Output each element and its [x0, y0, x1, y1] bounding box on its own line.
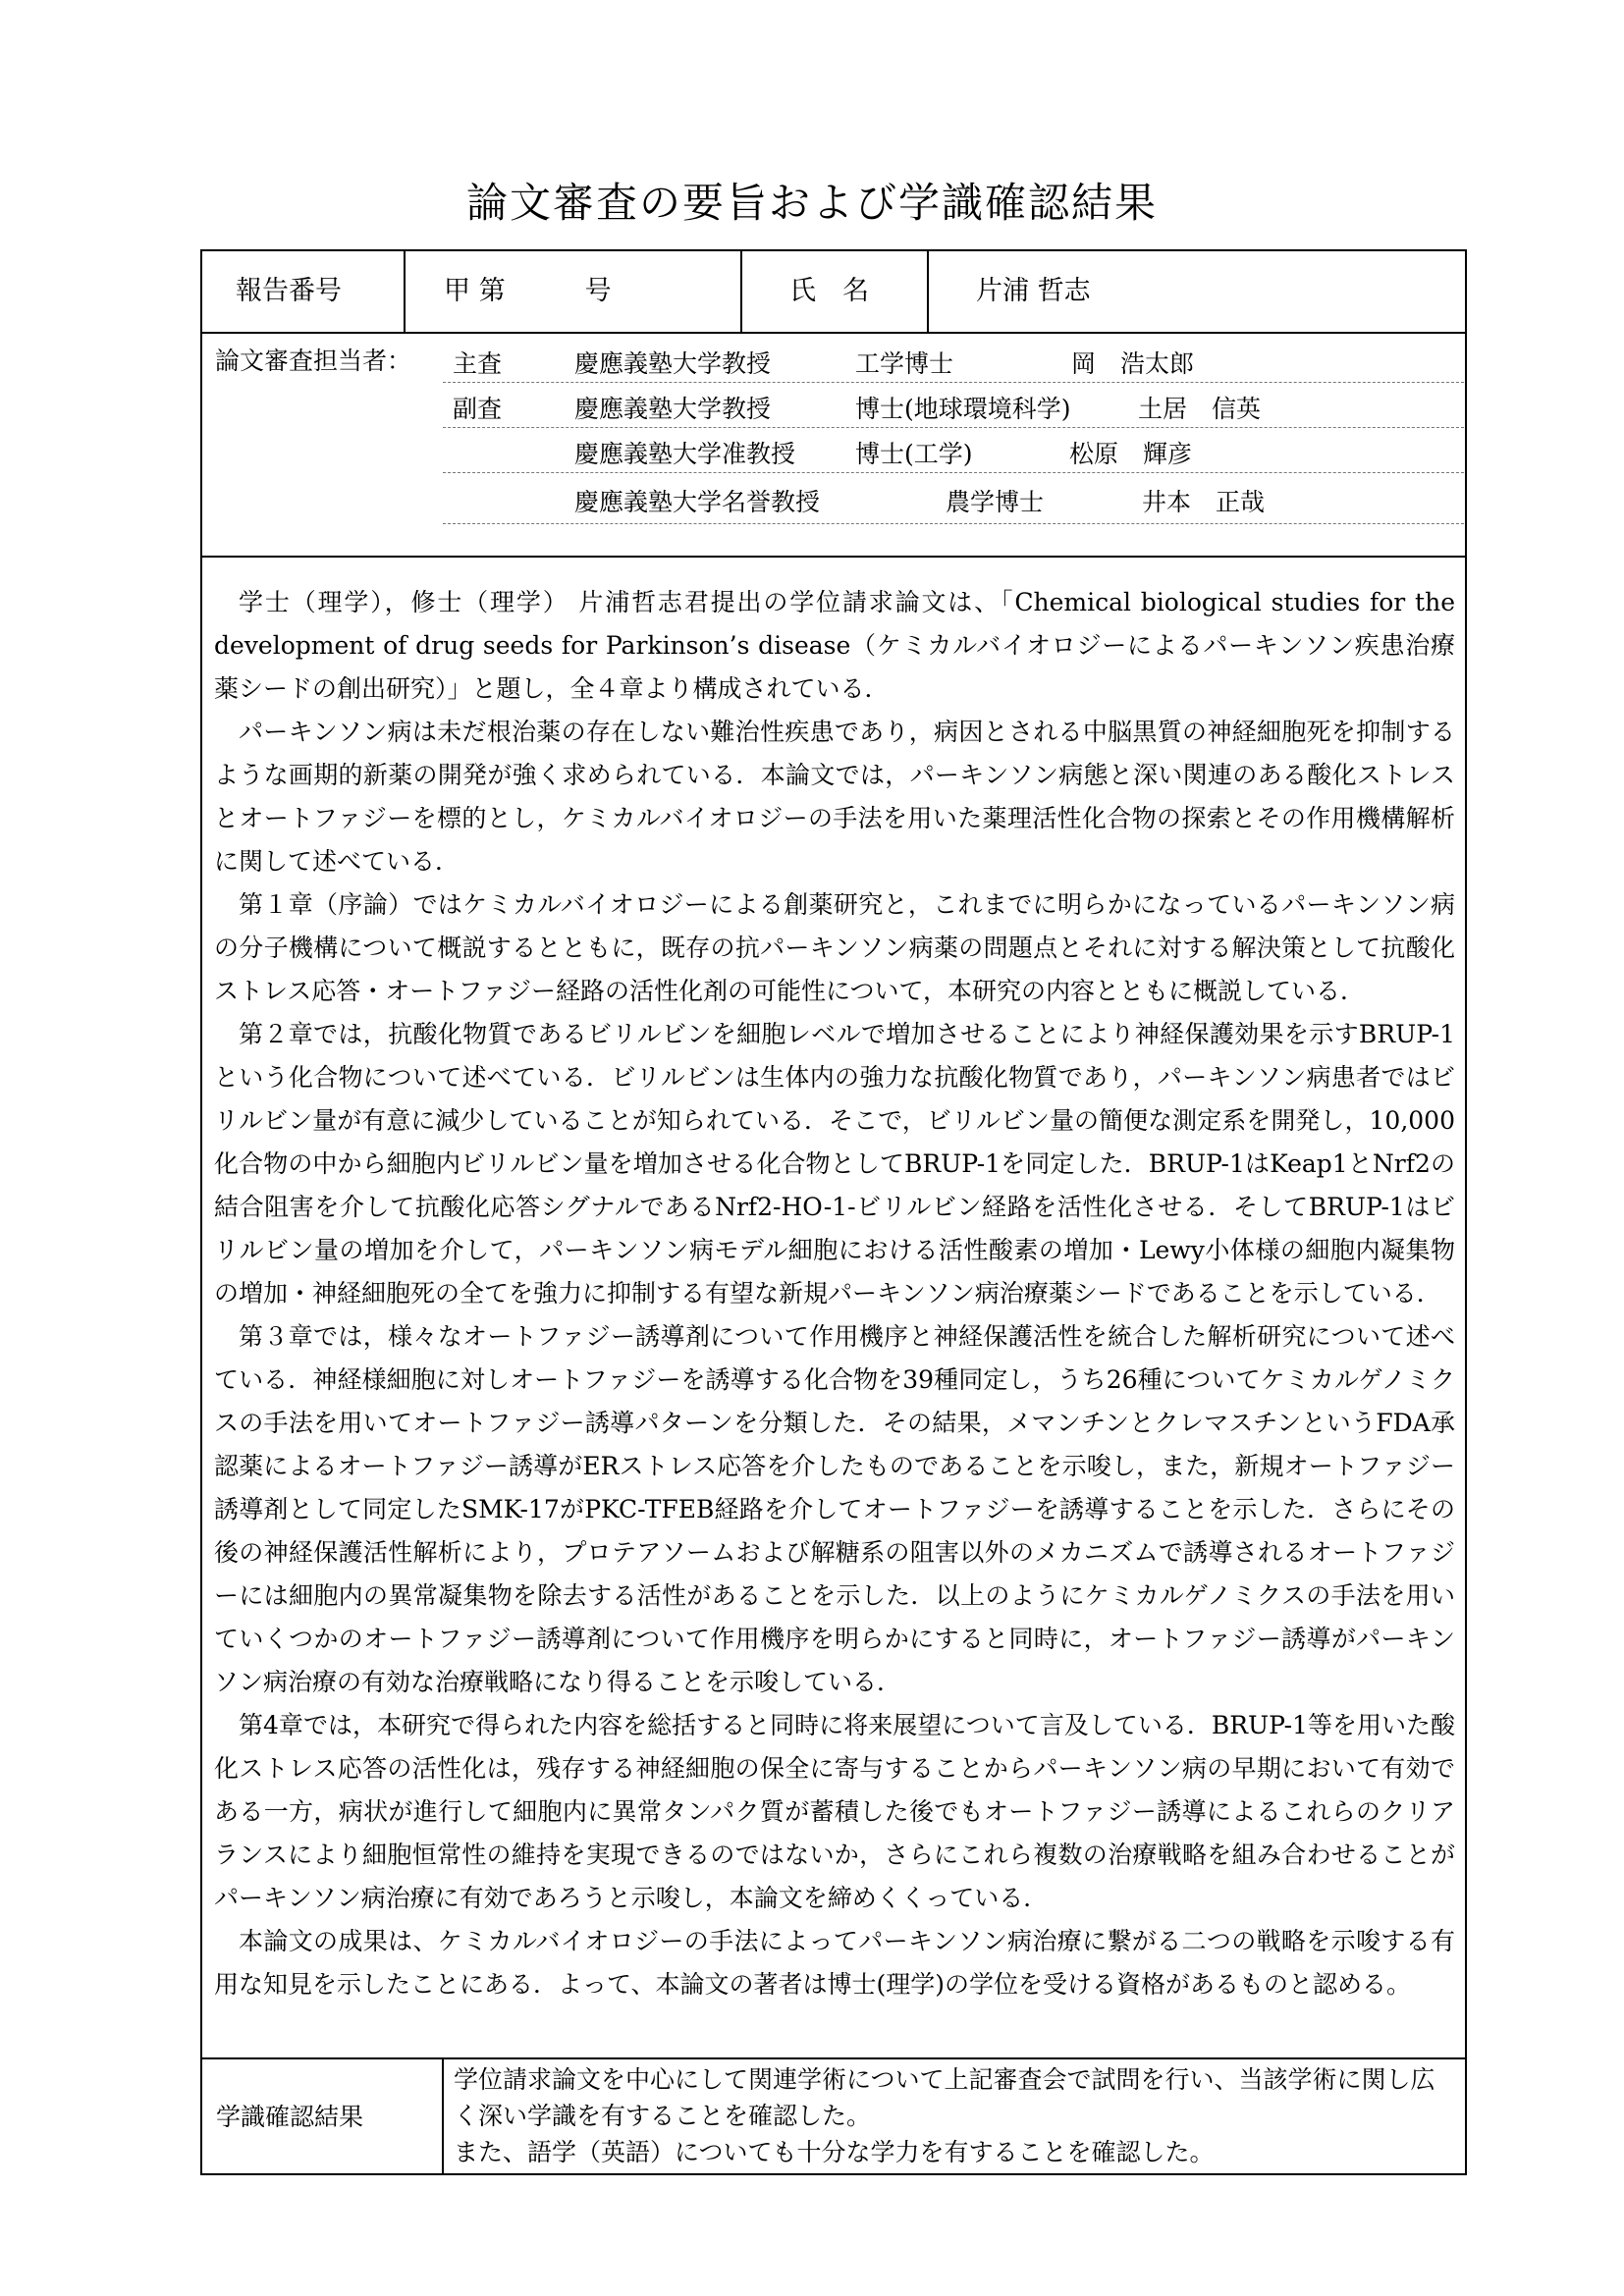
- examiner-name: 土居 信英: [1138, 395, 1262, 423]
- examiner-degree: 博士(地球環境科学): [855, 395, 1071, 423]
- examiner-row: [443, 383, 1464, 428]
- summary-paragraph: 第３章では，様々なオートファジー誘導剤について作用機序と神経保護活性を統合した解析研究について述べている．神経様細胞に対しオートファジーを誘導する化合物を39種同定し，うち26種についてケミカルゲノミクスの手法を用いてオートファジー誘導パターンを分類した．その結果，メマンチンとクレマスチンというFDA承認薬によるオートファジー誘導がERストレス応答を介したものであることを示唆し，また，新規オートファジー誘導剤として同定したSMK-17がPKC-TFEB経路を介してオートファジーを誘導することを示した．さらにその後の神経保護活性解析により，プロテアソームおよび解糖系の阻害以外のメカニズムで誘導されるオートファジーには細胞内の異常凝集物を除去する活性があることを示した．以上のようにケミカルゲノミクスの手法を用いていくつかのオートファジー誘導剤について作用機序を明らかにすると同時に，オートファジー誘導がパーキンソン病治療の有効な治療戦略になり得ることを示唆している．: [214, 1322, 1455, 1696]
- result-row: [202, 2059, 1465, 2175]
- result-text: [454, 2061, 1455, 2170]
- examiner-affiliation: 慶應義塾大学教授: [574, 349, 772, 378]
- examiner-row: [443, 338, 1464, 383]
- summary-paragraph: 第１章（序論）ではケミカルバイオロジーによる創薬研究と，これまでに明らかになっているパーキンソン病の分子機構について概説するとともに，既存の抗パーキンソン病薬の問題点とそれに対する解決策として抗酸化ストレス応答・オートファジー経路の活性化剤の可能性について，本研究の内容とともに概説している．: [214, 890, 1455, 1005]
- examiner-name: 岡 浩太郎: [1071, 349, 1195, 378]
- result-line: 学位請求論文を中心にして関連学術について上記審査会で試問を行い、当該学術に関し広く深い学識を有することを確認した。: [454, 2065, 1435, 2130]
- examiners-section: [202, 334, 1465, 558]
- review-summary: [202, 558, 1465, 2059]
- header-row: [202, 251, 1465, 334]
- summary-paragraph: 第4章では，本研究で得られた内容を総括すると同時に将来展望について言及している．BRUP-1等を用いた酸化ストレス応答の活性化は，残存する神経細胞の保全に寄与することからパーキンソン病の早期において有効である一方，病状が進行して細胞内に異常タンパク質が蓄積した後でもオートファジー誘導によるこれらのクリアランスにより細胞恒常性の維持を実現できるのではないか，さらにこれら複数の治療戦略を組み合わせることがパーキンソン病治療に有効であろうと示唆し，本論文を締めくくっている．: [214, 1711, 1455, 1912]
- result-line: また、語学（英語）についても十分な学力を有することを確認した。: [454, 2138, 1215, 2166]
- examiner-affiliation: 慶應義塾大学教授: [574, 395, 772, 423]
- examiner-degree: 博士(工学): [855, 440, 973, 468]
- review-form: [200, 249, 1467, 2175]
- examiner-affiliation: 慶應義塾大学准教授: [574, 440, 796, 468]
- examiner-row: [443, 428, 1464, 473]
- examiner-role: 副査: [453, 395, 503, 423]
- page-title: 論文審査の要旨および学識確認結果: [465, 179, 1158, 227]
- summary-paragraph: 本論文の成果は、ケミカルバイオロジーの手法によってパーキンソン病治療に繋がる二つの戦略を示唆する有用な知見を示したことにある．よって、本論文の著者は博士(理学)の学位を受ける資格があるものと認める。: [214, 1927, 1455, 1999]
- examiner-degree: 工学博士: [855, 349, 954, 378]
- summary-paragraph: パーキンソン病は未だ根治薬の存在しない難治性疾患であり，病因とされる中脳黒質の神経細胞死を抑制するような画期的新薬の開発が強く求められている．本論文では，パーキンソン病態と深い関連のある酸化ストレスとオートファジーを標的とし，ケミカルバイオロジーの手法を用いた薬理活性化合物の探索とその作用機構解析に関して述べている．: [214, 718, 1455, 876]
- examiner-row: [443, 473, 1464, 524]
- examiners-label: 論文審査担当者：: [215, 347, 412, 375]
- summary-paragraph: 第２章では，抗酸化物質であるビリルビンを細胞レベルで増加させることにより神経保護効果を示すBRUP-1という化合物について述べている．ビリルビンは生体内の強力な抗酸化物質であり，パーキンソン病患者ではビリルビン量が有意に減少していることが知られている．そこで，ビリルビン量の簡便な測定系を開発し，10,000化合物の中から細胞内ビリルビン量を増加させる化合物としてBRUP-1を同定した．BRUP-1はKeap1とNrf2の結合阻害を介して抗酸化応答シグナルであるNrf2-HO-1-ビリルビン経路を活性化させる．そしてBRUP-1はビリルビン量の増加を介して，パーキンソン病モデル細胞における活性酸素の増加・Lewy小体様の細胞内凝集物の増加・神経細胞死の全てを強力に抑制する有望な新規パーキンソン病治療薬シードであることを示している．: [214, 1020, 1455, 1308]
- examiner-affiliation: 慶應義塾大学名誉教授: [574, 488, 821, 516]
- name-label: 氏 名: [789, 276, 869, 306]
- candidate-name: 片浦 哲志: [976, 276, 1091, 306]
- report-number-value: 甲 第 号: [444, 276, 612, 306]
- examiner-name: 松原 輝彦: [1069, 440, 1193, 468]
- summary-paragraph: 学士（理学），修士（理学） 片浦哲志君提出の学位請求論文は、「Chemical biological studies for the development of drug seeds for Parkinson’s disease（ケミカルバイオロジーによるパーキンソン疾患治療薬シードの創出研究）」と題し，全４章より構成されている．: [214, 588, 1455, 703]
- result-label: 学識確認結果: [202, 2059, 444, 2175]
- examiner-name: 井本 正哉: [1142, 488, 1266, 516]
- examiner-degree: 農学博士: [946, 488, 1045, 516]
- summary-text: [214, 581, 1455, 2006]
- report-number-label: 報告番号: [236, 276, 342, 306]
- examiner-role: 主査: [453, 349, 503, 378]
